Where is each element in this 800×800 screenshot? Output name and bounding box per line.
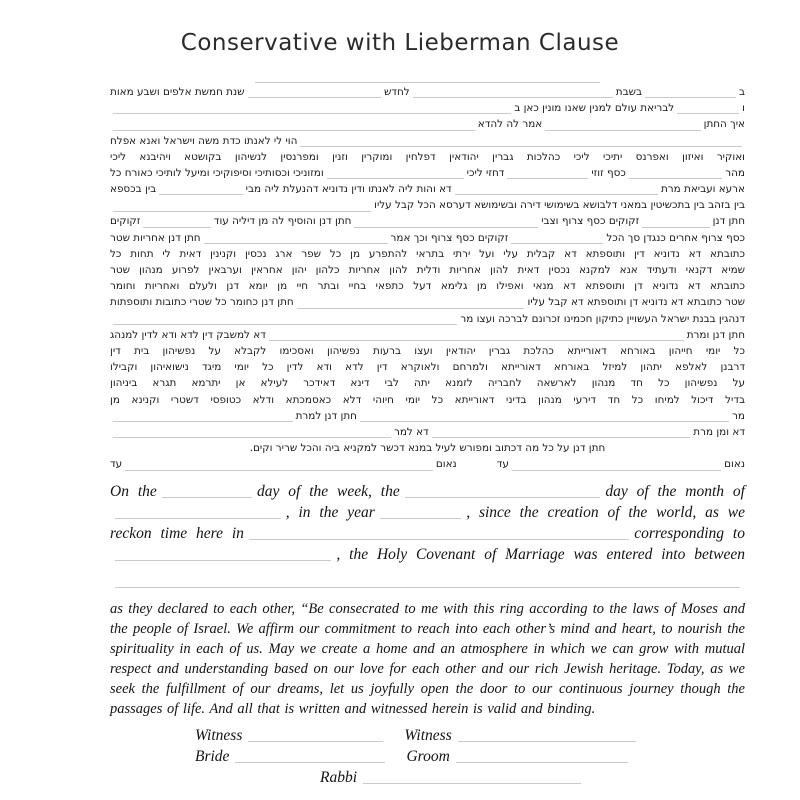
hebrew-line: כתובתא דא נדוניא דן ותוספתא דא מנאי ואפילו מן גלימא דעל כתפאי בחיי ובתר חיי מן יומא דנן ולעלם ואחריות וחומר [110, 280, 745, 293]
hebrew-text-segment: חתן דנן והוסיף לה מן דיליה עוד [213, 215, 352, 228]
english-text-segment: , the Holy Covenant of Marriage was entered into between [336, 545, 745, 563]
fill-in-blank [297, 307, 525, 309]
english-text-segment: , in the year [285, 503, 375, 521]
english-text-segment: On the [110, 482, 157, 500]
fill-in-blank [113, 210, 371, 212]
hebrew-text-segment: זקוקים [110, 215, 141, 228]
hebrew-text-section [110, 69, 745, 473]
fill-in-blank [642, 226, 709, 228]
fill-in-blank [363, 782, 581, 784]
hebrew-line [110, 424, 745, 440]
hebrew-text-segment: נאום [724, 458, 745, 471]
spacer [195, 786, 320, 787]
english-text-segment: corresponding to [634, 524, 745, 542]
fill-in-blank [677, 112, 739, 114]
english-date-line [110, 501, 745, 522]
hebrew-text-segment: דא ומן מרת [693, 425, 745, 438]
hebrew-line: שמיא דקנאי ודעתיד אנא למקנא נכסין דאית להון אחריות ודלית להון אחריות כלהון יהון אחראין וערבאין לפרוע מנהון שטר [110, 264, 745, 277]
spacer [457, 472, 497, 473]
hebrew-line: ואוקיר ואיזון ואפרנס יתיכי ליכי כהלכות גברין יהודאין דפלחין ומוקרין וזנין ומפרנסין לנשיהון בקושטא ויהיבנא ליכי [110, 150, 745, 163]
english-date-line [110, 570, 745, 591]
fill-in-blank [115, 517, 281, 519]
signature-row [195, 745, 665, 766]
hebrew-line [110, 84, 745, 100]
sig-label-groom: Groom [406, 747, 450, 765]
hebrew-text-segment: דא והות ליה לאנתו ודין נדוניא דהנעלת ליה מבי [245, 183, 452, 196]
hebrew-text-segment: מהר [725, 166, 745, 179]
signature-row [195, 724, 665, 745]
spacer [389, 744, 404, 745]
hebrew-text-segment: זקוקים כסף צרוף וצבי [541, 215, 640, 228]
fill-in-blank [455, 193, 658, 195]
fill-in-blank [512, 469, 721, 471]
fill-in-blank [300, 145, 742, 147]
sig-label-bride: Bride [195, 747, 230, 765]
hebrew-text-segment: חתן דנן אחריות שטר [110, 231, 201, 244]
fill-in-blank [125, 469, 433, 471]
hebrew-line: בדיל דיכול למיחו כל חד דירעי מנהון בדיני דאורייתא כל יומי חיוהי דלא כאסמכתא ודלא כטופסי דשטרי וקנינא מן [110, 393, 745, 406]
fill-in-blank [413, 96, 613, 98]
fill-in-blank [113, 323, 457, 325]
hebrew-line [110, 100, 745, 116]
english-text-segment: , since the creation of the world, as we [466, 503, 745, 521]
declaration-paragraph: as they declared to each other, “Be consecrated to me with this ring according to the laws of Moses and the people of Israel. We affirm our commitment to reach into each other’s mind and heart, to nourish the spirituality in each of us. May we create a home and an atmosphere in which we can grow with mutual respect and understanding based on our love for each other and our rich Jewish heritage. Today, as we seek the fulfillment of our dreams, let us joyfully open the door to our continuous journey though the passages of life. And all that is written and witnessed herein is valid and binding. [110, 600, 745, 717]
fill-in-blank [113, 129, 475, 131]
english-text-segment: reckon time here in [110, 524, 244, 542]
hebrew-text-segment: דא למר [393, 425, 429, 438]
hebrew-line: על נפשיהון כל חד מנהון לארשאה לחבריה לזמנא יתה לבי דינא דאידכר לעילא אן יתרמא תגרא ביניהון [110, 377, 745, 390]
hebrew-line [110, 116, 745, 132]
hebrew-line: חתן דנן על כל מה דכתוב ומפורש לעיל במנא דכשר למקניא ביה והכל שריר וקים. [249, 442, 606, 455]
hebrew-top-blank-row [110, 69, 745, 84]
hebrew-text-segment: לחדש [383, 85, 410, 98]
hebrew-text-segment: דחזי ליכי [466, 166, 505, 179]
fill-in-blank [235, 761, 385, 763]
fill-in-blank [380, 517, 461, 519]
hebrew-text-segment: כסף צרוף אחרים כנגדן סך הכל [606, 231, 745, 244]
fill-in-blank [115, 586, 740, 588]
fill-in-blank [645, 96, 736, 98]
hebrew-text-segment: דנהגין בבנת ישראל העשויין כתיקון חכמינו זכרונם לברכה ועצו מר [460, 312, 745, 325]
fill-in-blank [113, 420, 293, 422]
hebrew-text-segment: שטר כתובתא דא נדוניא דן ותוספתא דא קבל עליו [527, 296, 745, 309]
fill-in-blank [360, 420, 729, 422]
hebrew-line [110, 165, 745, 181]
hebrew-line [110, 456, 745, 472]
fill-in-blank [162, 496, 252, 498]
hebrew-text-segment: נאום [435, 458, 457, 471]
fill-in-blank [327, 177, 464, 179]
english-date-line [110, 522, 745, 543]
fill-in-blank [456, 761, 628, 763]
hebrew-line [110, 408, 745, 424]
hebrew-line [110, 181, 745, 197]
fill-in-blank [113, 112, 511, 114]
fill-in-blank [248, 96, 381, 98]
hebrew-line [110, 197, 745, 213]
hebrew-line: דרבנן לאלפא יתהון למיזל באורחא דאורייתא ולמרחם ולאוקרא דין לדא ודא לדין כל יומי מיגד נישואיהון וקבילו [110, 361, 745, 374]
fill-in-blank [159, 193, 243, 195]
hebrew-text-segment: דא למשבק דין לדא ודא לדין למנהג [110, 328, 266, 341]
fill-in-blank [405, 496, 601, 498]
hebrew-text-segment: בין בכספא [110, 183, 157, 196]
fill-in-blank [115, 559, 331, 561]
sig-label-witness: Witness [195, 726, 243, 744]
fill-in-blank [354, 226, 538, 228]
hebrew-text-segment: ארעא ועביאת מרת [660, 183, 745, 196]
hebrew-text-segment: ב [738, 85, 745, 98]
fill-in-blank [249, 538, 629, 540]
fill-in-blank [458, 740, 636, 742]
fill-in-blank [269, 339, 684, 341]
hebrew-line: כל יומי חייהון באורחא דאורייתא כהלכת גברין יהודאין ועצו ברעות נפשיהון ואסכימו לקבלא על נפשיהון בית דין [110, 345, 745, 357]
hebrew-text-segment: בשבת [615, 85, 643, 98]
fill-in-blank [255, 81, 600, 83]
hebrew-text-segment: מר [732, 409, 745, 422]
signature-section [195, 724, 665, 787]
fill-in-blank [507, 177, 588, 179]
hebrew-line [110, 214, 745, 230]
hebrew-text-segment: חתן דנן ומרת [686, 328, 745, 341]
spacer [391, 765, 406, 766]
english-date-line [110, 480, 745, 501]
fill-in-blank [204, 242, 388, 244]
sig-label-witness: Witness [404, 726, 452, 744]
hebrew-text-segment: חתן דנן [712, 215, 745, 228]
hebrew-text-segment: הוי לי לאנתו כדת משה וישראל ואנא אפלח [110, 134, 298, 147]
english-text-segment: day of the month of [605, 482, 745, 500]
hebrew-text-segment: ו [742, 102, 745, 115]
fill-in-blank [511, 242, 603, 244]
hebrew-text-segment: חתן דנן למרת [295, 409, 357, 422]
hebrew-text-segment: איך החתן [703, 118, 745, 131]
hebrew-text-segment: בין בזהב בין בתכשיטין במאני דלבושא בשימושי דירה ובשימושא דערסא הכל קבל עליו [374, 199, 745, 212]
fill-in-blank [248, 740, 383, 742]
english-date-line [110, 543, 745, 564]
english-date-section [110, 480, 745, 591]
hebrew-text-segment: עד [496, 458, 509, 471]
sig-label-rabbi: Rabbi [320, 768, 358, 786]
english-text-segment: day of the week, the [257, 482, 400, 500]
hebrew-line [110, 311, 745, 327]
hebrew-text-segment: אמר לה להדא [477, 118, 543, 131]
fill-in-blank [113, 436, 391, 438]
hebrew-line [110, 133, 745, 149]
document-title: Conservative with Lieberman Clause [180, 30, 620, 56]
hebrew-text-segment: חתן דנן כחומר כל שטרי כתובות ותוספתות [110, 296, 294, 309]
fill-in-blank [545, 129, 700, 131]
hebrew-line [110, 230, 745, 246]
hebrew-text-segment: לבריאת עולם למנין שאנו מונין כאן ב [514, 102, 675, 115]
hebrew-text-segment: כסף זוזי [591, 166, 626, 179]
hebrew-line: כתובתא דא נדוניא דין ותוספתא דא קבלית עלי ועל ירתי בתראי להתפרע מן כל שפר ארג נכסין וקנינין דאית לי תחות כל [110, 247, 745, 260]
hebrew-text-segment: שנת חמשת אלפים ושבע מאות [109, 85, 245, 98]
fill-in-blank [143, 226, 210, 228]
hebrew-text-segment: ומזוניכי וכסותיכי וסיפוקיכי ומיעל לותיכי כאורח כל [110, 166, 324, 179]
hebrew-line [110, 327, 745, 343]
hebrew-text-segment: עד [110, 458, 123, 471]
hebrew-line [110, 294, 745, 310]
fill-in-blank [432, 436, 691, 438]
hebrew-text-segment: זקוקים כסף צרוף וכך אמר [390, 231, 509, 244]
fill-in-blank [629, 177, 722, 179]
signature-row [195, 766, 665, 787]
